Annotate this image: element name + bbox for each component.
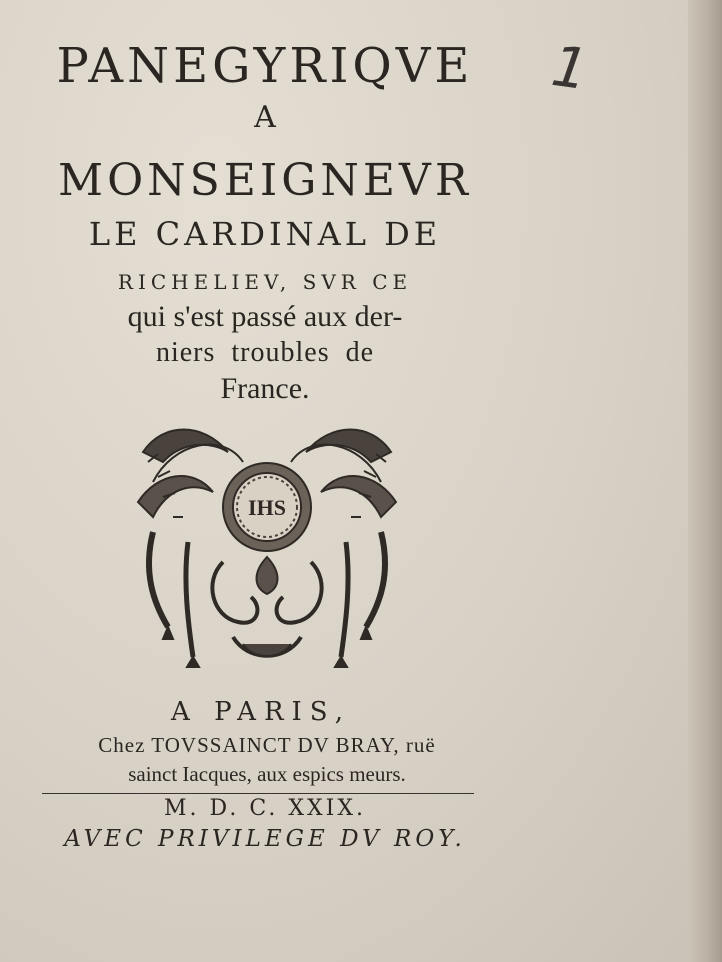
imprint-rule bbox=[42, 793, 474, 794]
subtitle-line3: niers troubles de bbox=[155, 337, 375, 368]
handwritten-number: 1 bbox=[547, 33, 592, 104]
title-preposition: A bbox=[254, 100, 276, 135]
page-edge bbox=[688, 0, 722, 962]
dedicatee: MONSEIGNEVR bbox=[58, 155, 472, 206]
ihs-monogram: IHS bbox=[248, 495, 286, 520]
subtitle-line1: RICHELIEV, SVR CE bbox=[117, 270, 413, 294]
imprint-publisher: Chez TOVSSAINCT DV BRAY, ruë bbox=[98, 733, 436, 757]
imprint-privilege: AVEC PRIVILEGE DV ROY. bbox=[64, 826, 466, 852]
subtitle-line2: qui s'est passé aux der- bbox=[127, 300, 403, 333]
book-title: PANEGYRIQVE bbox=[56, 38, 474, 94]
ihs-monogram-ornament-icon bbox=[133, 422, 401, 674]
imprint-place: A PARIS, bbox=[171, 697, 351, 727]
imprint-date: M. D. C. XXIX. bbox=[163, 796, 367, 821]
subtitle-line4: France. bbox=[220, 372, 310, 405]
dedicatee-line2: LE CARDINAL DE bbox=[88, 215, 442, 253]
imprint-address: sainct Iacques, aux espics meurs. bbox=[128, 762, 406, 786]
